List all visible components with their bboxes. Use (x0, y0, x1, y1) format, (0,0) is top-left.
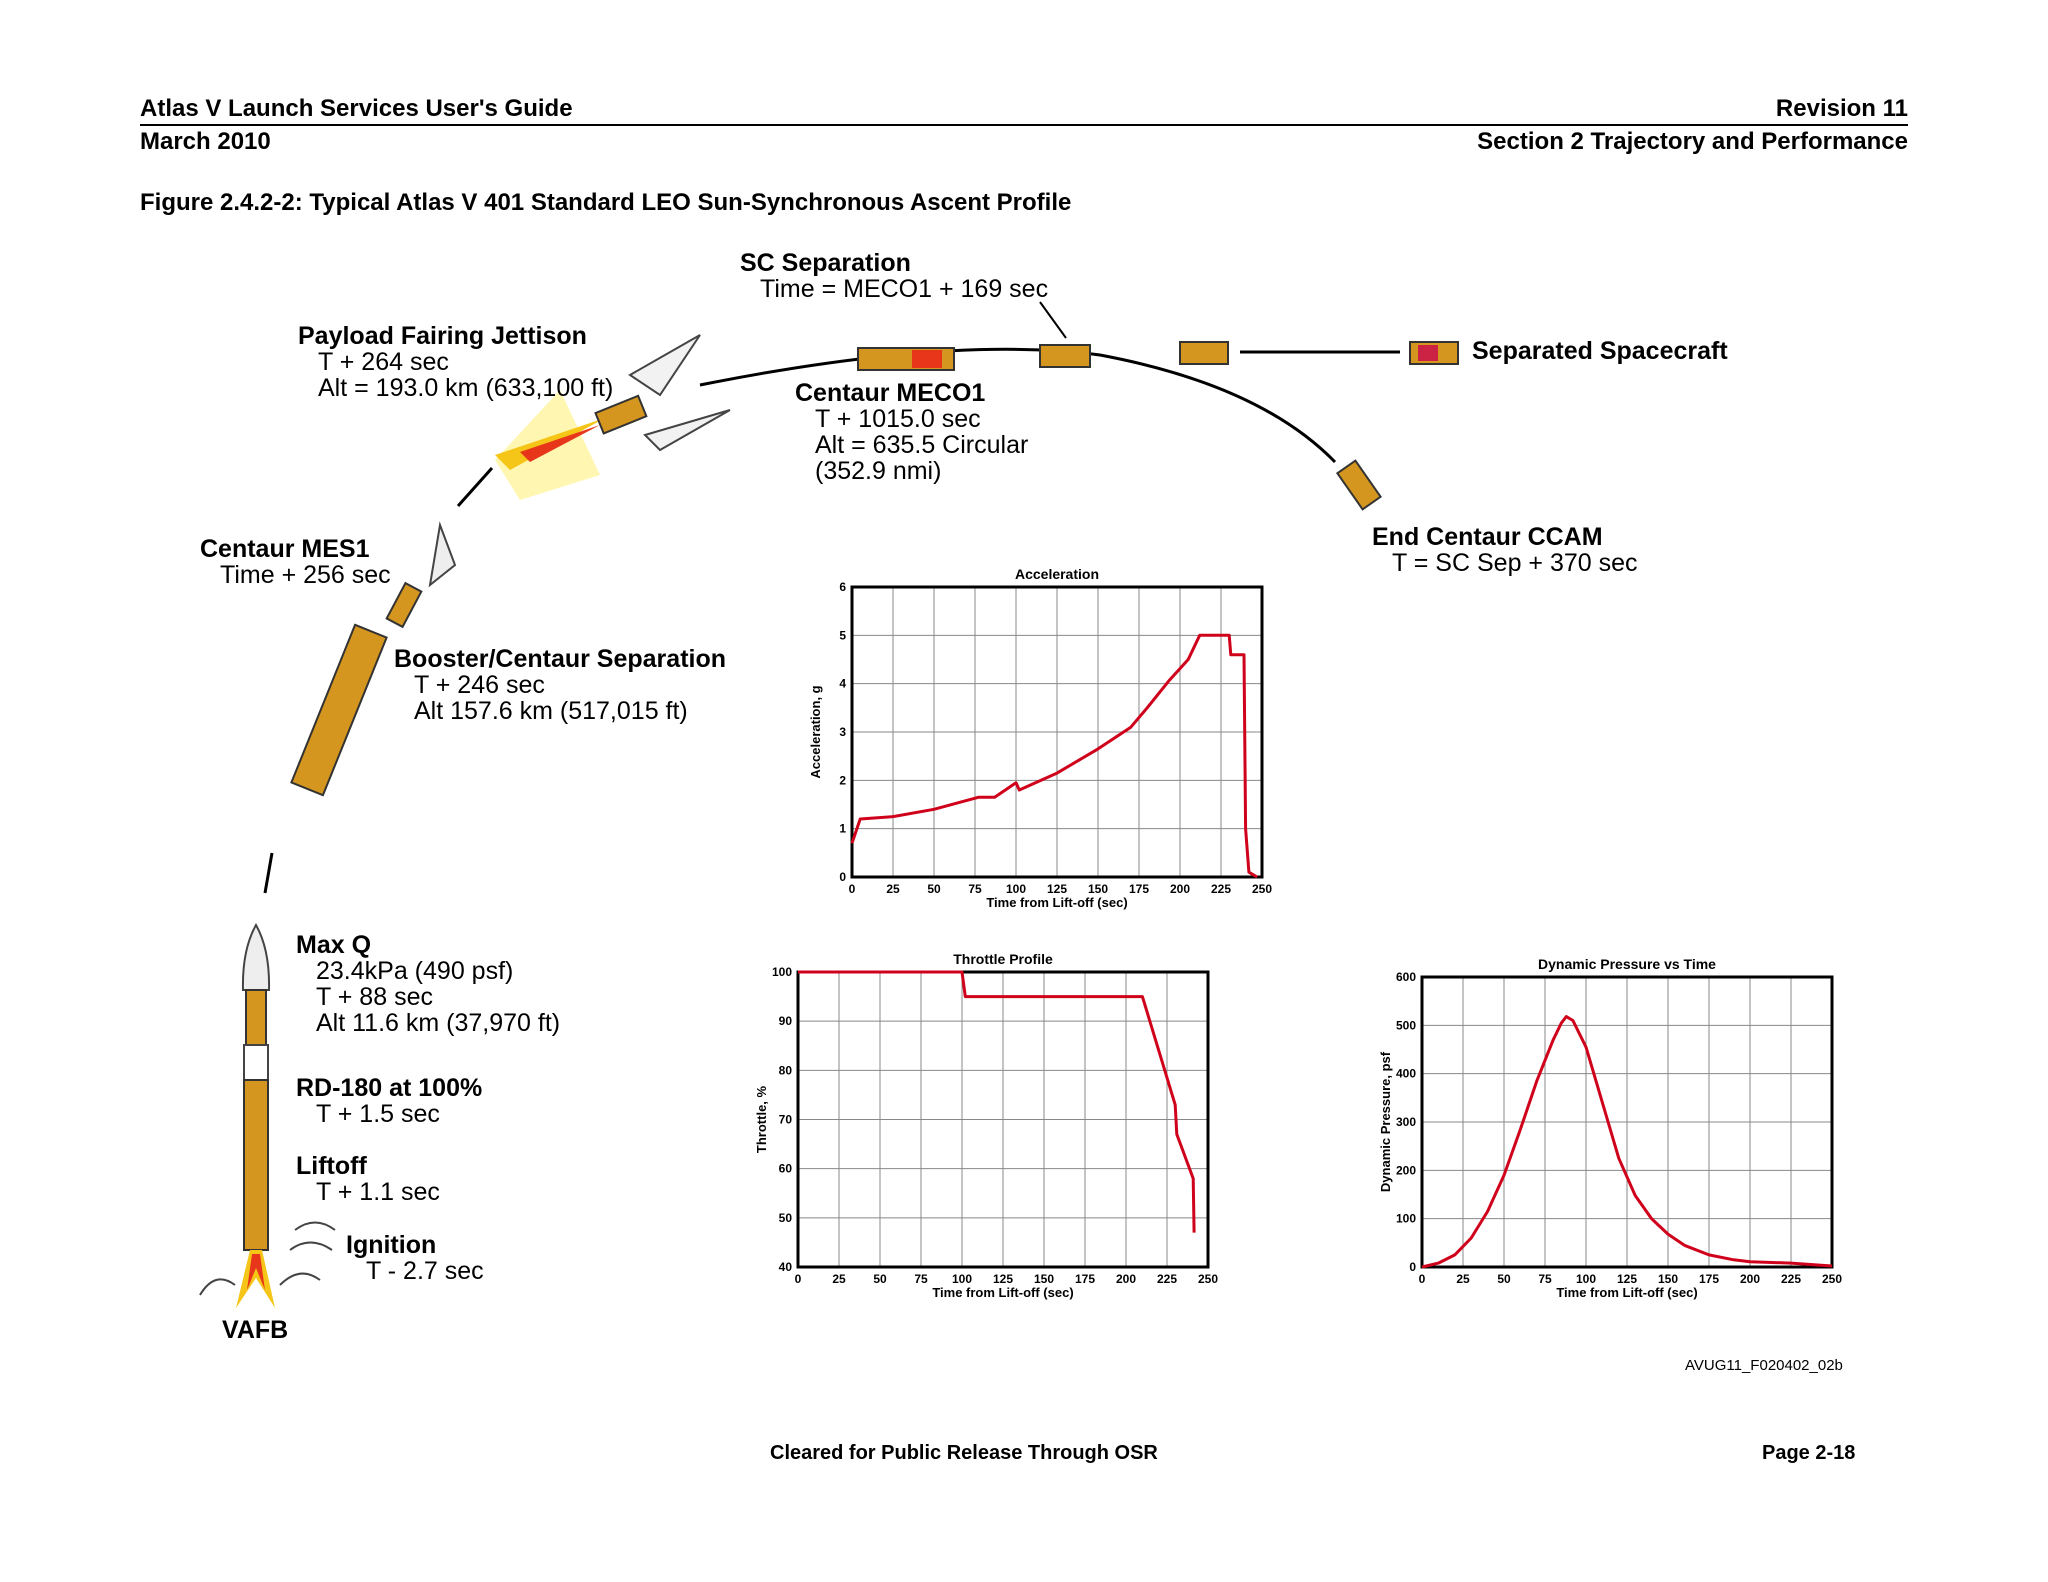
y-tick-label: 400 (1395, 1066, 1416, 1081)
x-tick-label: 225 (1210, 882, 1232, 896)
x-axis-label: Time from Lift-off (sec) (932, 1285, 1074, 1300)
x-tick-label: 0 (1418, 1272, 1426, 1286)
y-tick-label: 70 (778, 1112, 792, 1127)
x-tick-label: 200 (1169, 882, 1191, 896)
x-tick-label: 250 (1251, 882, 1273, 896)
x-tick-label: 125 (1046, 882, 1068, 896)
event-title: SC Separation (740, 249, 911, 277)
y-tick-label: 80 (778, 1063, 792, 1078)
event-detail: 23.4kPa (490 psf) (316, 957, 514, 985)
x-tick-label: 0 (848, 882, 856, 896)
y-tick-label: 300 (1395, 1115, 1416, 1129)
event-max-q (296, 932, 560, 1036)
event-title: End Centaur CCAM (1372, 523, 1603, 551)
event-detail: T + 88 sec (316, 983, 433, 1011)
x-tick-label: 225 (1156, 1272, 1178, 1286)
y-axis-label: Dynamic Pressure, psf (1378, 1051, 1393, 1193)
event-separated-spacecraft (1472, 338, 1728, 364)
event-detail: T + 246 sec (414, 671, 545, 699)
event-detail: (352.9 nmi) (815, 457, 942, 485)
section-label: Section 2 Trajectory and Performance (1477, 128, 1908, 155)
trajectory-segment (265, 853, 272, 893)
chart-title: Throttle Profile (953, 951, 1053, 967)
x-tick-label: 25 (886, 882, 900, 896)
x-tick-label: 25 (832, 1272, 846, 1286)
event-centaur-mes1 (200, 536, 391, 588)
event-title: Separated Spacecraft (1472, 337, 1728, 365)
x-tick-label: 125 (1616, 1272, 1638, 1286)
acceleration-chart (790, 560, 1280, 920)
event-liftoff (296, 1153, 440, 1205)
y-tick-label: 0 (1409, 1260, 1416, 1274)
y-tick-label: 90 (778, 1014, 792, 1029)
trajectory-segment (458, 468, 492, 506)
event-rd180 (296, 1075, 482, 1127)
x-tick-label: 225 (1780, 1272, 1802, 1286)
event-detail: T + 1.5 sec (316, 1100, 440, 1128)
event-title: Centaur MES1 (200, 535, 370, 563)
x-tick-label: 150 (1657, 1272, 1679, 1286)
launch-site-label: VAFB (222, 1316, 289, 1344)
event-detail: Alt 157.6 km (517,015 ft) (414, 697, 688, 725)
event-detail: Alt = 635.5 Circular (815, 431, 1029, 459)
x-axis-label: Time from Lift-off (sec) (1556, 1285, 1698, 1300)
event-detail: T - 2.7 sec (366, 1257, 484, 1285)
throttle-profile-chart (745, 945, 1225, 1310)
event-detail: T + 1.1 sec (316, 1178, 440, 1206)
y-tick-label: 100 (1395, 1211, 1416, 1226)
x-tick-label: 0 (794, 1272, 802, 1286)
y-tick-label: 5 (839, 628, 846, 643)
event-detail: Alt 11.6 km (37,970 ft) (316, 1009, 561, 1037)
event-end-centaur-ccam (1372, 524, 1638, 576)
figure-id: AVUG11_F020402_02b (1685, 1357, 1843, 1374)
event-detail: Alt = 193.0 km (633,100 ft) (318, 374, 614, 402)
event-title: Booster/Centaur Separation (394, 645, 727, 673)
x-tick-label: 100 (1575, 1272, 1597, 1286)
y-tick-label: 3 (839, 725, 846, 739)
x-tick-label: 25 (1456, 1272, 1470, 1286)
x-tick-label: 100 (1005, 882, 1027, 896)
figure-caption: Figure 2.4.2-2: Typical Atlas V 401 Standard LEO Sun-Synchronous Ascent Profile (140, 189, 1072, 216)
y-tick-label: 4 (839, 676, 846, 691)
event-payload-fairing-jettison (298, 323, 613, 401)
x-tick-label: 100 (951, 1272, 973, 1286)
event-sc-separation (740, 250, 1048, 302)
x-tick-label: 250 (1821, 1272, 1843, 1286)
event-ignition (346, 1232, 484, 1284)
y-tick-label: 100 (771, 965, 792, 979)
x-tick-label: 50 (927, 882, 941, 896)
y-tick-label: 40 (778, 1260, 792, 1274)
x-tick-label: 125 (992, 1272, 1014, 1286)
event-detail: T + 264 sec (318, 348, 449, 376)
x-tick-label: 175 (1074, 1272, 1096, 1286)
x-tick-label: 50 (873, 1272, 887, 1286)
y-tick-label: 0 (839, 870, 846, 884)
y-axis-label: Throttle, % (754, 1085, 769, 1154)
chart-title: Acceleration (1014, 566, 1100, 582)
chart-title: Dynamic Pressure vs Time (1538, 956, 1716, 972)
event-title: Ignition (346, 1231, 437, 1259)
x-tick-label: 150 (1087, 882, 1109, 896)
event-title: Liftoff (296, 1152, 367, 1180)
event-title: Max Q (296, 931, 372, 959)
doc-title: Atlas V Launch Services User's Guide (140, 95, 573, 122)
y-tick-label: 1 (839, 821, 846, 836)
event-detail: T + 1015.0 sec (815, 405, 981, 433)
event-centaur-meco1 (795, 380, 1028, 484)
y-tick-label: 600 (1395, 970, 1416, 984)
release-statement: Cleared for Public Release Through OSR (770, 1442, 1158, 1464)
y-tick-label: 6 (839, 580, 846, 594)
revision-label: Revision 11 (1775, 95, 1908, 122)
y-tick-label: 200 (1395, 1163, 1416, 1178)
x-tick-label: 75 (1538, 1272, 1552, 1286)
sc-sep-leader (1040, 302, 1066, 338)
x-tick-label: 200 (1739, 1272, 1761, 1286)
x-tick-label: 250 (1197, 1272, 1219, 1286)
x-tick-label: 150 (1033, 1272, 1055, 1286)
x-tick-label: 75 (914, 1272, 928, 1286)
page-number: Page 2-18 (1762, 1442, 1856, 1464)
x-axis-label: Time from Lift-off (sec) (986, 895, 1128, 910)
y-tick-label: 50 (778, 1210, 792, 1225)
x-tick-label: 75 (968, 882, 982, 896)
x-tick-label: 175 (1698, 1272, 1720, 1286)
event-detail: T = SC Sep + 370 sec (1392, 549, 1638, 577)
event-title: Payload Fairing Jettison (298, 322, 587, 350)
dynamic-pressure-chart (1360, 945, 1850, 1310)
y-axis-label: Acceleration, g (808, 685, 823, 779)
date-label: March 2010 (140, 128, 271, 155)
event-title: Centaur MECO1 (795, 379, 986, 407)
series-line (798, 972, 1194, 1233)
x-tick-label: 175 (1128, 882, 1150, 896)
y-tick-label: 60 (778, 1161, 792, 1176)
event-detail: Time + 256 sec (220, 561, 391, 589)
x-tick-label: 200 (1115, 1272, 1137, 1286)
event-title: RD-180 at 100% (296, 1074, 483, 1102)
x-tick-label: 50 (1497, 1272, 1511, 1286)
y-tick-label: 500 (1395, 1018, 1416, 1033)
event-detail: Time = MECO1 + 169 sec (760, 275, 1049, 303)
event-booster-centaur-separation (394, 646, 726, 724)
series-line (852, 635, 1257, 877)
y-tick-label: 2 (839, 773, 846, 788)
